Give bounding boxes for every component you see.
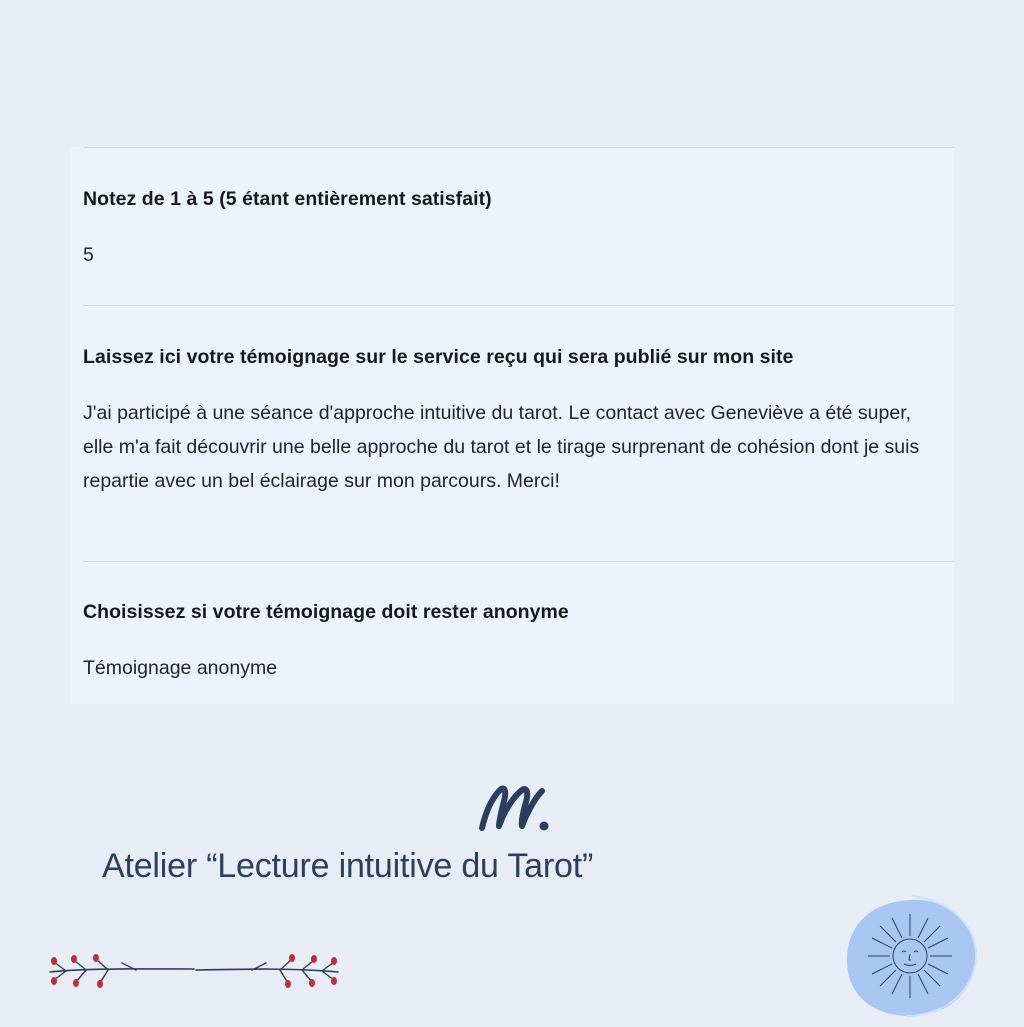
workshop-title: Atelier “Lecture intuitive du Tarot”	[102, 847, 594, 885]
monogram-text	[564, 770, 565, 771]
rating-question: Notez de 1 à 5 (5 étant entièrement satisfait)	[83, 188, 492, 210]
anonymity-section	[70, 561, 954, 704]
testimonial-answer: J'ai participé à une séance d'approche intuitive du tarot. Le contact avec Geneviève a été super, elle m'a fait découvrir une belle approche du tarot et le tirage surprenant de cohésion dont je suis repartie avec un bel éclairage sur mon parcours. Merci!	[83, 402, 920, 492]
monogram-logo	[474, 770, 564, 840]
sun-face-icon	[840, 892, 980, 1022]
rating-section	[70, 147, 954, 305]
testimonial-section	[70, 305, 954, 561]
form-response-card	[70, 147, 954, 704]
anonymity-question: Choisissez si votre témoignage doit rester anonyme	[83, 601, 569, 623]
anonymity-answer: Témoignage anonyme	[83, 657, 278, 679]
testimonial-question: Laissez ici votre témoignage sur le service reçu qui sera publié sur mon site	[83, 346, 794, 368]
rating-answer: 5	[83, 244, 94, 266]
berry-branch-icon	[46, 942, 342, 998]
